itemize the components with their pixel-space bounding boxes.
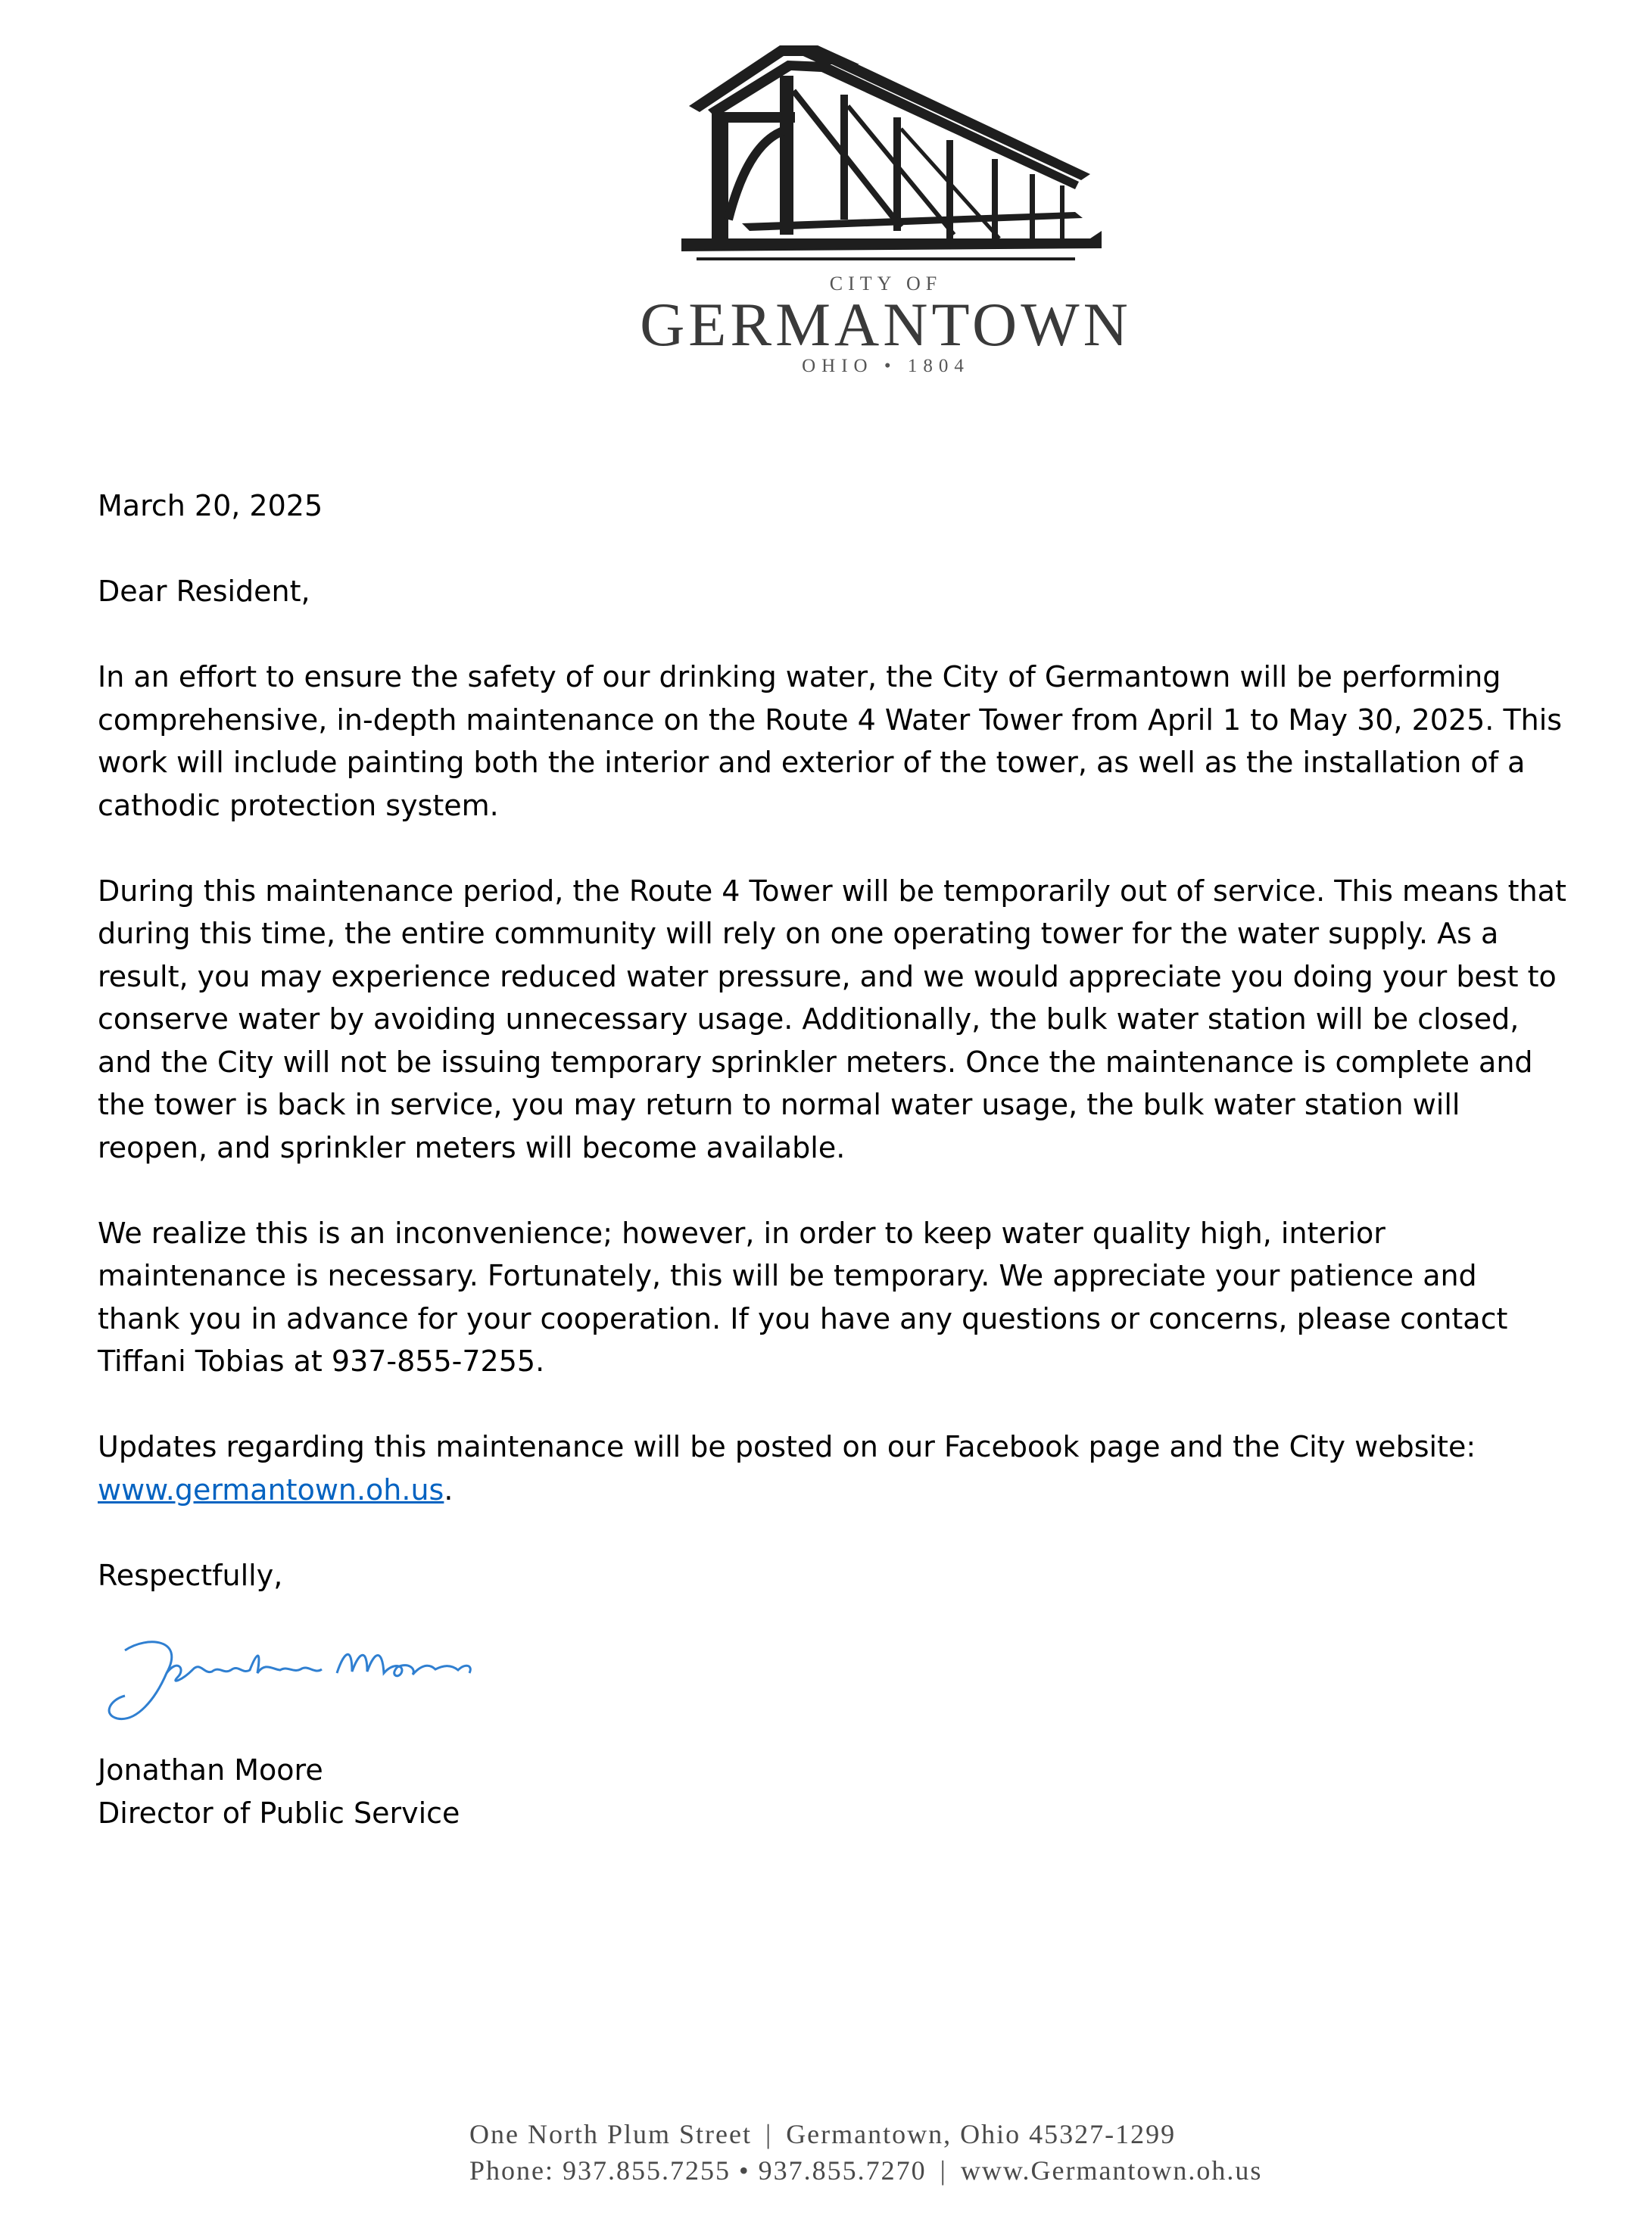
footer-contact-line	[469, 2152, 1416, 2189]
letter-paragraph-4	[98, 1426, 1566, 1511]
footer-city: Germantown, Ohio 45327-1299	[786, 2119, 1177, 2149]
covered-bridge-icon	[666, 45, 1105, 265]
footer-phone: Phone: 937.855.7255 • 937.855.7270	[469, 2155, 927, 2186]
letter-paragraph-3: We realize this is an inconvenience; however, in order to keep water quality high, interior maintenance is necessary. Fortunately, this will be temporary. We appreciate your patience and thank you in advance for your cooperation. If you have any questions or concerns, please contact Tiffani Tobias at 937-855-7255.	[98, 1216, 1508, 1378]
signer-block	[98, 1749, 460, 1834]
letter-paragraph-1: In an effort to ensure the safety of our drinking water, the City of Germantown will be performing comprehensive, in-depth maintenance on the Route 4 Water Tower from April 1 to May 30, 2025. This work will include painting both the interior and exterior of the tower, as well as the installation of a cathodic protection system.	[98, 660, 1563, 822]
letterhead-footer	[469, 2116, 1416, 2189]
footer-separator: |	[765, 2119, 773, 2149]
footer-address-line	[469, 2116, 1416, 2152]
logo-subtitle: OHIO • 1804	[802, 356, 970, 376]
logo-city-name: GERMANTOWN	[640, 290, 1132, 359]
letter-closing: Respectfully,	[98, 1558, 283, 1592]
letter-body	[98, 485, 1566, 1640]
footer-website: www.Germantown.oh.us	[960, 2155, 1263, 2186]
letter-date: March 20, 2025	[98, 489, 323, 522]
city-website-link[interactable]: www.germantown.oh.us	[98, 1472, 444, 1507]
signer-name: Jonathan Moore	[98, 1753, 323, 1787]
signer-title: Director of Public Service	[98, 1796, 460, 1830]
letter-paragraph-2: During this maintenance period, the Route 4 Tower will be temporarily out of service. This means that during this time, the entire community will rely on one operating tower for the water supply. As a result, you may experience reduced water pressure, and we would appreciate you doing your best to conserve water by avoiding unnecessary usage. Additionally, the bulk water station will be closed, and the City will not be issuing temporary sprinkler meters. Once the maintenance is complete and the tower is back in service, you may return to normal water usage, the bulk water station will reopen, and sprinkler meters will become available.	[98, 874, 1566, 1164]
logo-city-of-text: CITY OF	[829, 273, 943, 294]
letter-salutation: Dear Resident,	[98, 575, 310, 608]
city-logo	[636, 45, 1136, 386]
paragraph-4-end: .	[444, 1472, 454, 1507]
paragraph-4-text: Updates regarding this maintenance will be posted on our Facebook page and the City website:	[98, 1430, 1476, 1463]
handwritten-signature	[95, 1628, 519, 1734]
footer-street: One North Plum Street	[469, 2119, 752, 2149]
footer-separator: |	[940, 2155, 947, 2186]
